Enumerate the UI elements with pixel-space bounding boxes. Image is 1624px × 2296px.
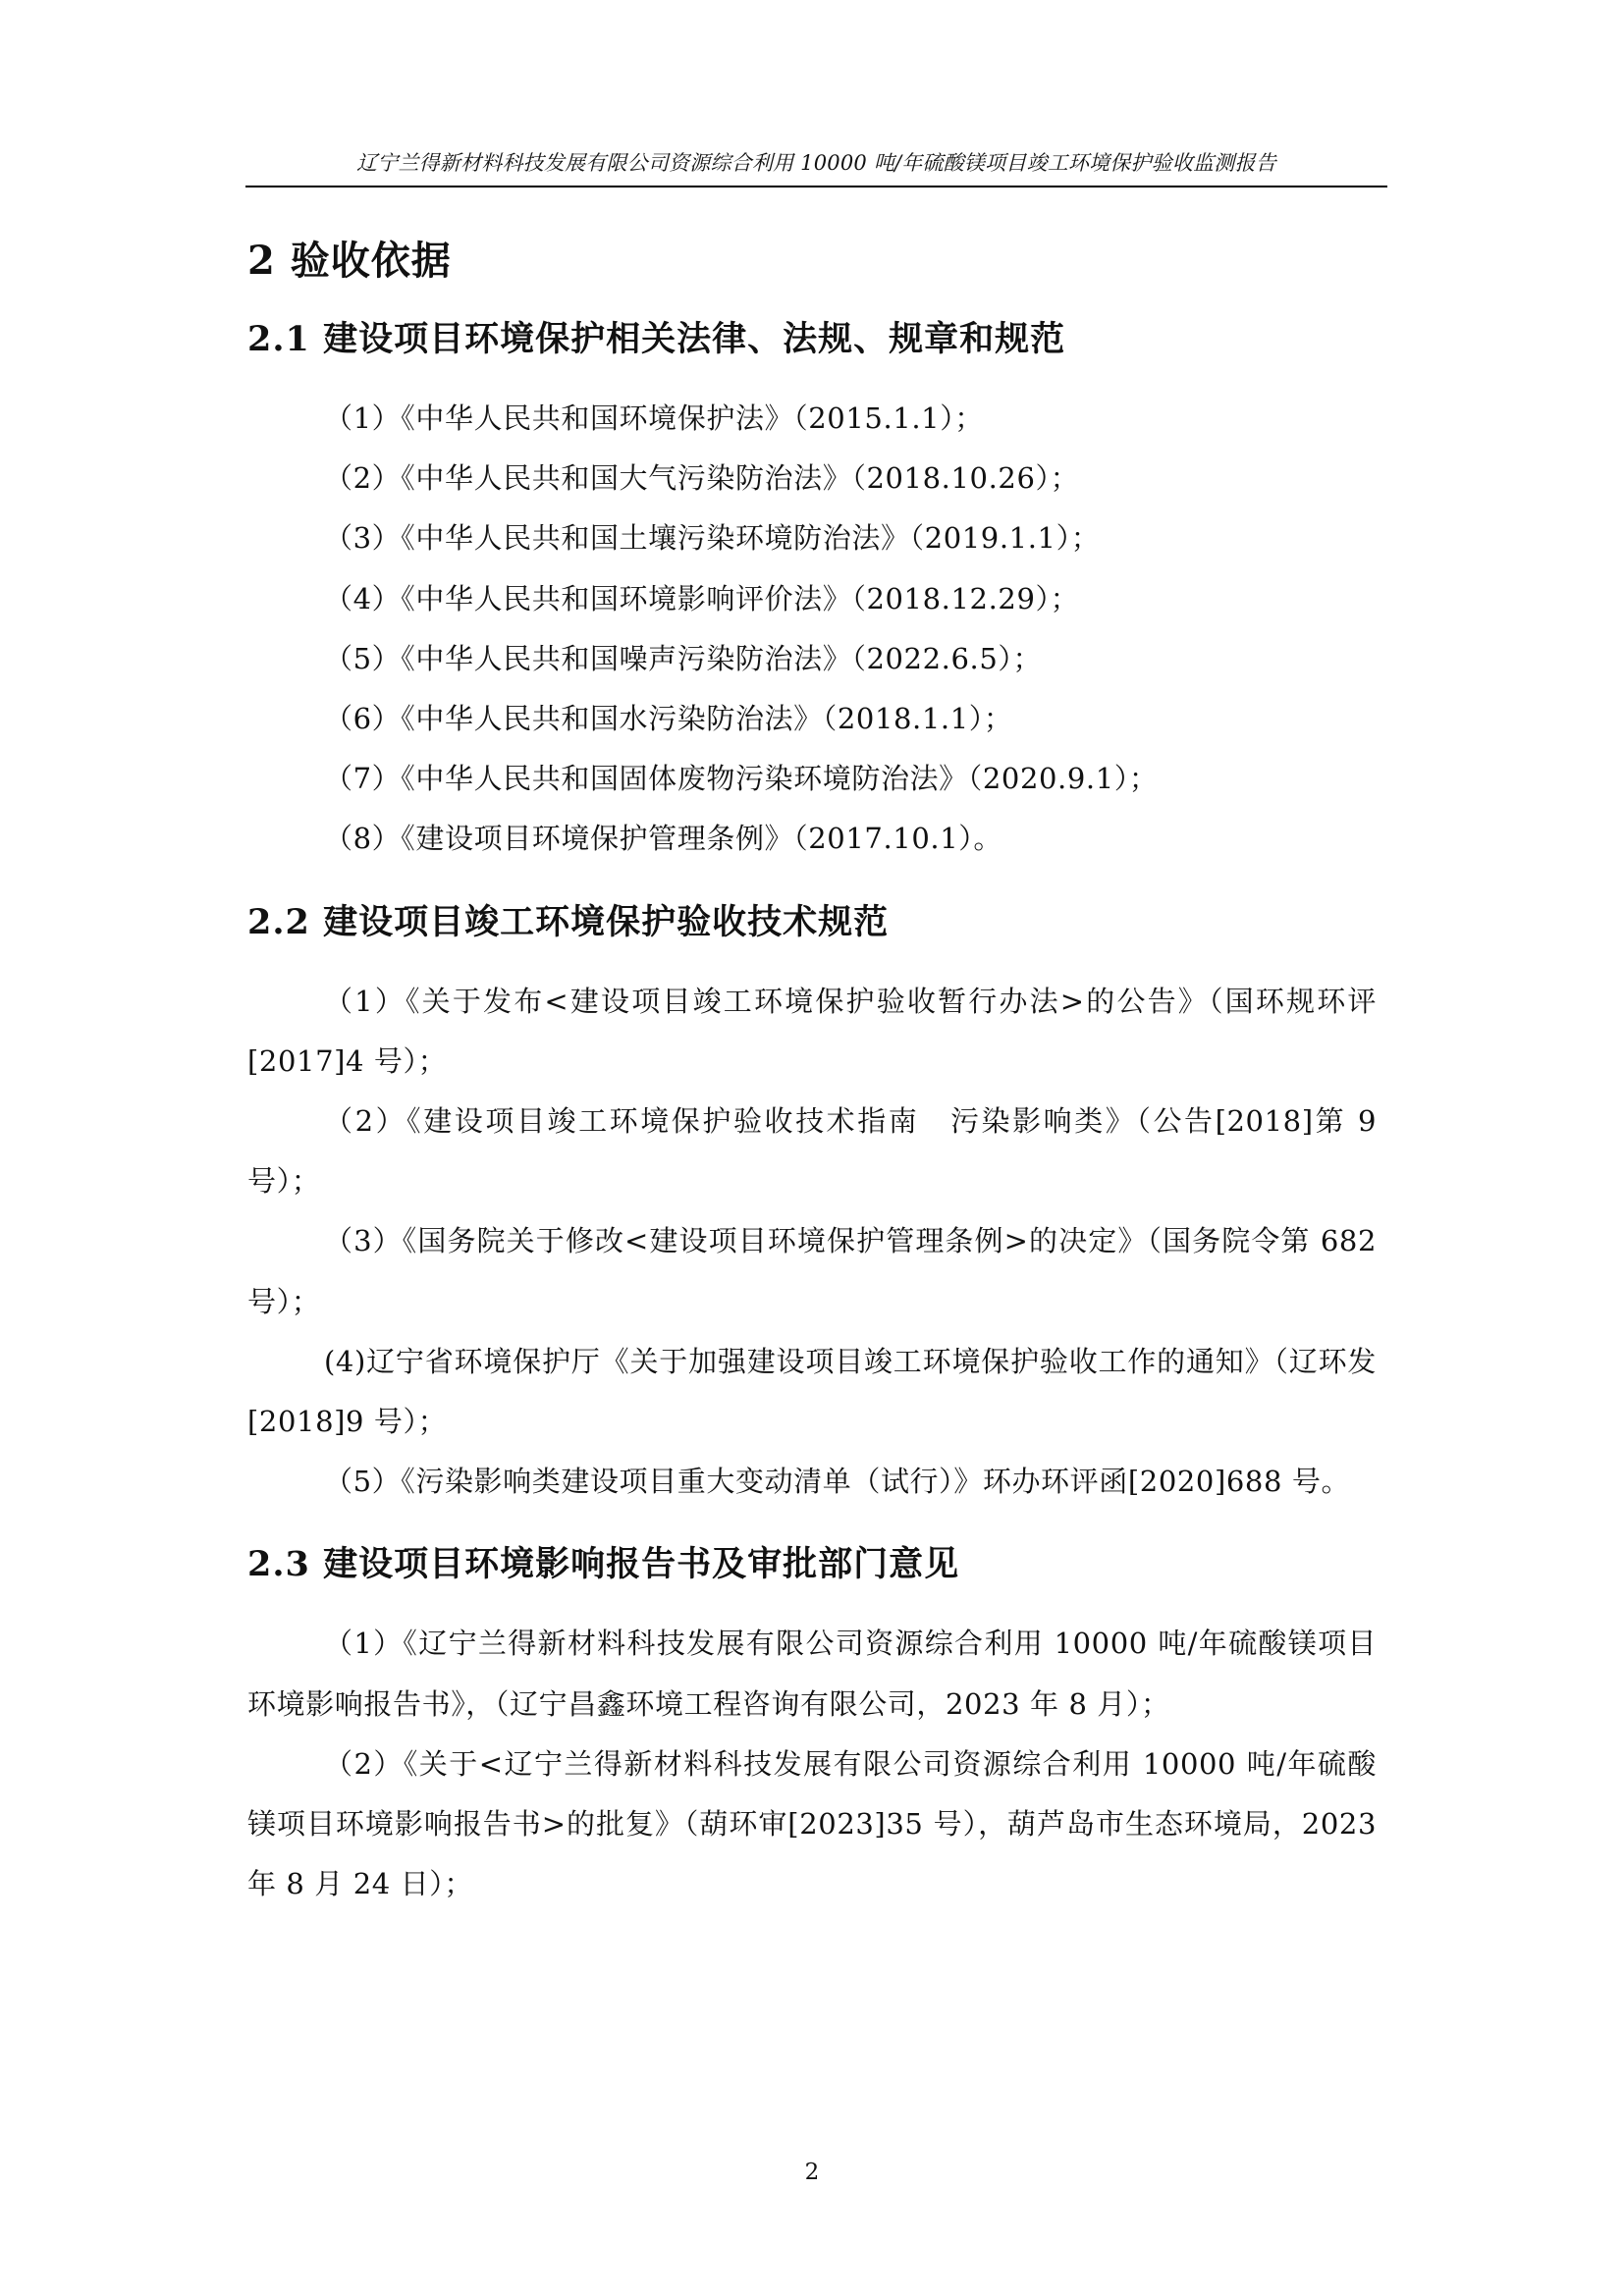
list-item: （5）《中华人民共和国噪声污染防治法》（2022.6.5）； bbox=[324, 641, 1043, 675]
list-item: （4）《中华人民共和国环境影响评价法》（2018.12.29）； bbox=[324, 581, 1080, 615]
header-title: 辽宁兰得新材料科技发展有限公司资源综合利用 10000 吨/年硫酸镁项目竣工环境保护验收监测报告 bbox=[356, 151, 1276, 175]
list-item: （2）《建设项目竣工环境保护验收技术指南 污染影响类》（公告[2018]第 9 号）； bbox=[247, 1104, 1377, 1199]
list-item: （6）《中华人民共和国水污染防治法》（2018.1.1）； bbox=[324, 702, 1013, 736]
chapter-title: 2 验收依据 bbox=[247, 238, 452, 284]
list-item: （1）《辽宁兰得新材料科技发展有限公司资源综合利用 10000 吨/年硫酸镁项目环境影响报告书》，（辽宁昌鑫环境工程咨询有限公司，2023 年 8 月）； bbox=[247, 1627, 1377, 1721]
list-item: （5）《污染影响类建设项目重大变动清单（试行）》环办环评函[2020]688 号。 bbox=[324, 1465, 1351, 1499]
list-laws bbox=[247, 389, 1377, 870]
list-item: （1）《中华人民共和国环境保护法》（2015.1.1）； bbox=[324, 401, 984, 435]
section-title-2-1: 2.1 建设项目环境保护相关法律、法规、规章和规范 bbox=[247, 319, 1066, 359]
page-header bbox=[245, 150, 1387, 187]
list-item: （2）《关于<辽宁兰得新材料科技发展有限公司资源综合利用 10000 吨/年硫酸镁项目环境影响报告书>的批复》（葫环审[2023]35 号），葫芦岛市生态环境局，2023 年 8 月 24 日）； bbox=[247, 1746, 1377, 1901]
list-eia-approvals bbox=[247, 1614, 1377, 1914]
document-body bbox=[247, 234, 1377, 1914]
list-item: （3）《中华人民共和国土壤污染环境防治法》（2019.1.1）； bbox=[324, 521, 1101, 556]
section-title-2-3: 2.3 建设项目环境影响报告书及审批部门意见 bbox=[247, 1544, 960, 1585]
list-item: （7）《中华人民共和国固体废物污染环境防治法》（2020.9.1）； bbox=[324, 762, 1159, 796]
list-item: （8）《建设项目环境保护管理条例》（2017.10.1）。 bbox=[324, 822, 1002, 856]
list-technical-specs bbox=[247, 972, 1377, 1513]
list-item: （1）《关于发布<建设项目竣工环境保护验收暂行办法>的公告》（国环规环评[2017]4 号）； bbox=[247, 984, 1377, 1078]
section-title-2-2: 2.2 建设项目竣工环境保护验收技术规范 bbox=[247, 901, 890, 942]
list-item: （3）《国务院关于修改<建设项目环境保护管理条例>的决定》（国务院令第 682 号）； bbox=[247, 1224, 1377, 1318]
page-number: 2 bbox=[804, 2160, 820, 2185]
list-item: （2）《中华人民共和国大气污染防治法》（2018.10.26）； bbox=[324, 461, 1080, 496]
list-item: (4)辽宁省环境保护厅《关于加强建设项目竣工环境保护验收工作的通知》（辽环发[2018]9 号）； bbox=[247, 1344, 1377, 1439]
